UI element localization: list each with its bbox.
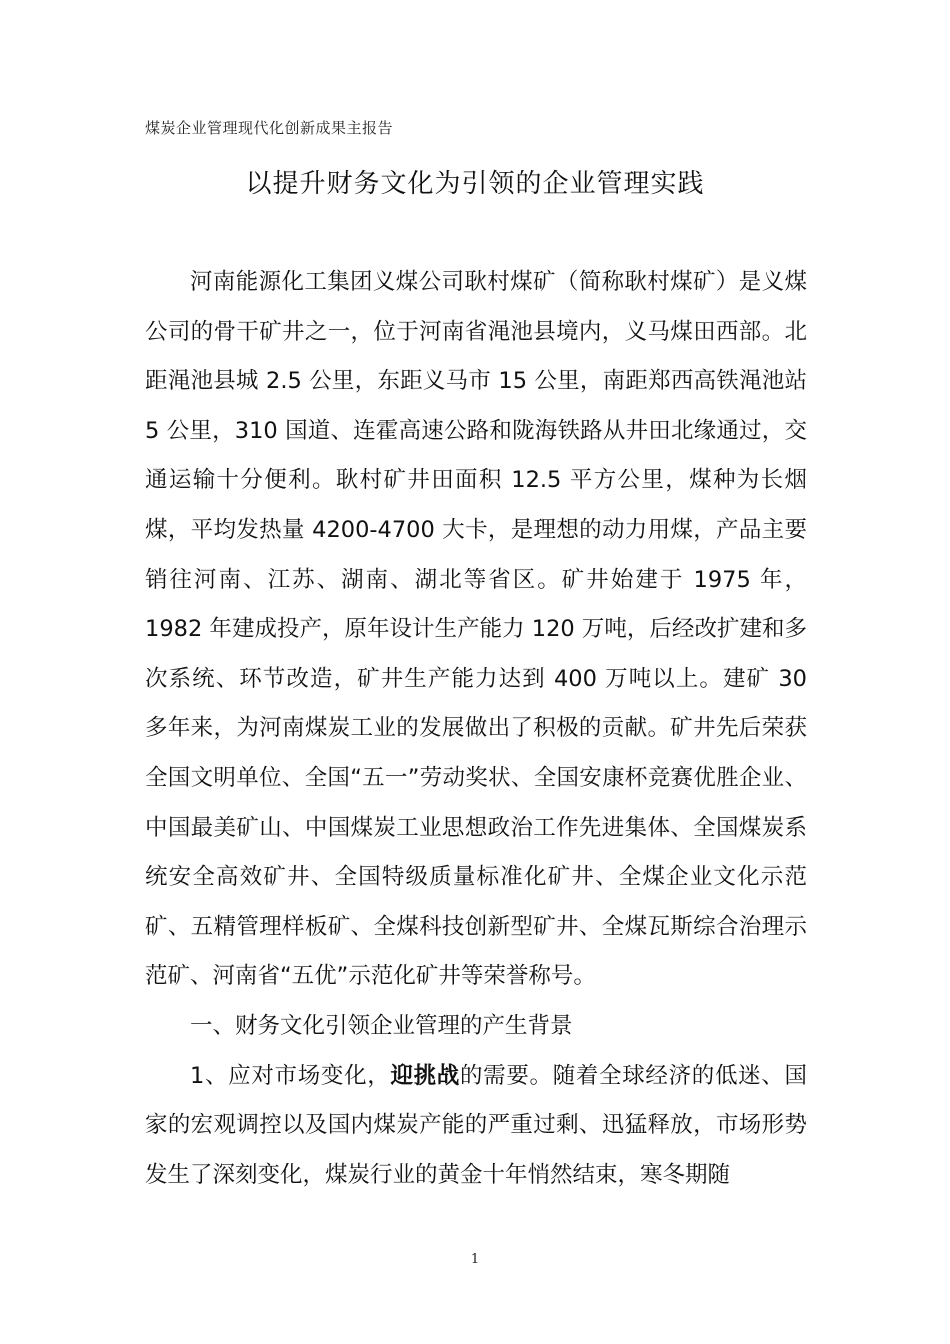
section-heading: 一、财务文化引领企业管理的产生背景 <box>190 1012 573 1039</box>
item-bold-text: 迎挑战 <box>390 1062 460 1089</box>
document-body <box>145 258 807 1200</box>
intro-paragraph: 河南能源化工集团义煤公司耿村煤矿（简称耿村煤矿）是义煤公司的骨干矿井之一，位于河南省渑池县境内，义马煤田西部。北距渑池县城 2.5 公里，东距义马市 15 公里，南距郑西高铁渑池站 5 公里，310 国道、连霍高速公路和陇海铁路从井田北缘通过，交通运输十分便利。耿村矿井田面积 12.5 平方公里，煤种为长烟煤，平均发热量 4200-4700 大卡，是理想的动力用煤，产品主要销往河南、江苏、湖南、湖北等省区。矿井始建于 1975 年，1982 年建成投产，原年设计生产能力 120 万吨，后经改扩建和多次系统、环节改造，矿井生产能力达到 400 万吨以上。建矿 30 多年来，为河南煤炭工业的发展做出了积极的贡献。矿井先后荣获全国文明单位、全国“五一”劳动奖状、全国安康杯竞赛优胜企业、中国最美矿山、中国煤炭工业思想政治工作先进集体、全国煤炭系统安全高效矿井、全国特级质量标准化矿井、全煤企业文化示范矿、五精管理样板矿、全煤科技创新型矿井、全煤瓦斯综合治理示范矿、河南省“五优”示范化矿井等荣誉称号。 <box>145 269 807 990</box>
item-rest: 的需要。随着全球经济的低迷、国家的宏观调控以及国内煤炭产能的严重过剩、迅猛释放，市场形势发生了深刻变化，煤炭行业的黄金十年悄然结束，寒冬期随 <box>145 1062 807 1188</box>
page-number: 1 <box>470 1252 480 1267</box>
document-header: 煤炭企业管理现代化创新成果主报告 <box>145 119 394 137</box>
item-prefix: 1、应对市场变化， <box>190 1062 391 1089</box>
item-paragraph <box>145 1052 807 1201</box>
document-title: 以提升财务文化为引领的企业管理实践 <box>245 169 705 199</box>
